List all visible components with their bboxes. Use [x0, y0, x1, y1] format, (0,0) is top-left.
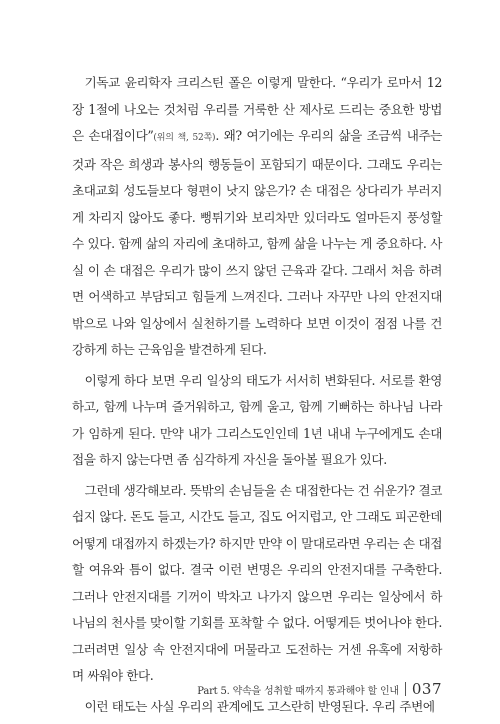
page-number: 037 [411, 680, 442, 698]
paragraph-4: 이런 태도는 사실 우리의 관계에도 고스란히 반영된다. 우리 주변에 [84, 698, 435, 714]
page-footer [197, 680, 442, 698]
paragraph-2: 이렇게 하다 보면 우리 일상의 태도가 서서히 변화된다. 서로를 환영하고, 함께 나누며 즐거워하고, 함께 울고, 함께 기뻐하는 하나님 나라가 임하게 된다. 만약 내가 그리스도인인데 1년 내내 누구에게도 손대접을 하지 않는다면 좀 심각하게 자신을 돌아볼 필요가 있다. [72, 372, 442, 467]
paragraph-1 [72, 70, 442, 364]
page-body [72, 70, 442, 724]
paragraph-1-text-b: . 왜? 여기에는 우리의 삶을 조금씩 내주는 것과 작은 희생과 봉사의 행동들이 포함되기 때문이다. 그래도 우리는 초대교회 성도들보다 형편이 낫지 않은가? 손 대접은 상다리가 부러지게 차리지 않아도 좋다. 뻥튀기와 보리차만 있더라도 얼마든지 풍성할 수 있다. 함께 삶의 자리에 초대하고, 함께 삶을 나누는 게 중요하다. 사실 이 손 대접은 우리가 많이 쓰지 않던 근육과 같다. 그래서 처음 하려면 어색하고 부담되고 힘들게 느껴진다. 그러나 자꾸만 나의 안전지대 밖으로 나와 일상에서 실천하기를 노력하다 보면 이것이 점점 나를 건강하게 하는 근육임을 발견하게 된다. [72, 128, 442, 357]
citation-note: (위의 책, 52쪽) [153, 133, 216, 143]
running-title: Part 5. 약속을 성취할 때까지 통과해야 할 인내 [197, 685, 399, 697]
footer-divider [405, 682, 406, 696]
paragraph-1-text-a: 기독교 윤리학자 크리스틴 폴은 이렇게 말한다. “우리가 로마서 12장 1절에 나오는 것처럼 우리를 거룩한 산 제사로 드리는 중요한 방법은 손대접이다” [72, 75, 442, 143]
paragraph-3: 그런데 생각해보라. 뜻밖의 손님들을 손 대접한다는 건 쉬운가? 결코 쉽지 않다. 돈도 들고, 시간도 들고, 집도 어지럽고, 안 그래도 피곤한데 어떻게 대접까지 하겠는가? 하지만 만약 이 말대로라면 우리는 손 대접할 여유와 틈이 없다. 결국 이런 변명은 우리의 안전지대를 구축한다. 그러나 안전지대를 기꺼이 박차고 나가지 않으면 우리는 일상에서 하나님의 천사를 맞이할 기회를 포착할 수 없다. 어떻게든 벗어나야 한다. 그러려면 일상 속 안전지대에 머물라고 도전하는 거센 유혹에 저항하며 싸워야 한다. [72, 482, 442, 683]
